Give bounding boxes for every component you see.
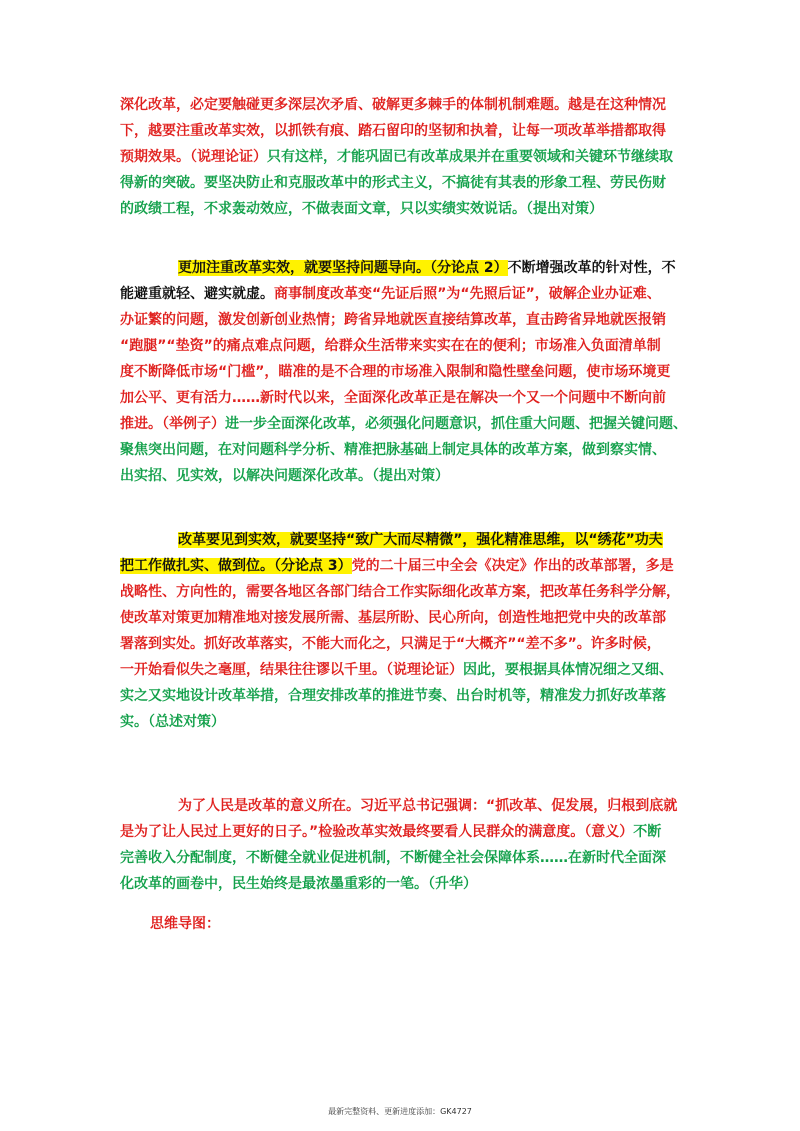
text-line: 加公平、更有活力……新时代以来，全面深化改革正是在解决一个又一个问题中不断向前 [120, 390, 666, 406]
text-run: 推进。（举例子） [120, 416, 225, 432]
text-line: 实。（总述对策） [120, 714, 225, 730]
text-line: 办证繁的问题，激发创新创业热情；跨省异地就医直接结算改革，直击跨省异地就医报销 [120, 312, 666, 328]
paragraph-2 [120, 255, 687, 489]
text-line: 的政绩工程，不求轰动效应，不做表面文章，只以实绩实效说话。（提出对策） [120, 201, 603, 217]
text-run: 因此，要根据具体情况细之又细、 [463, 662, 673, 678]
text-line: 实之又实地设计改革举措，合理安排改革的推进节奏、出台时机等，精准发力抓好改革落 [120, 688, 666, 704]
text-run: 不断增强改革的针对性，不 [507, 260, 676, 276]
text-line: 聚焦突出问题，在对问题科学分析、精准把脉基础上制定具体的改革方案，做到察实情、 [120, 442, 666, 458]
sub-thesis-highlight: 改革要见到实效，就要坚持“致广大而尽精微”，强化精准思维，以“绣花”功夫 [178, 532, 663, 548]
sub-thesis-highlight: 把工作做扎实、做到位。（分论点 3） [120, 558, 352, 574]
text-line: 化改革的画卷中，民生始终是最浓墨重彩的一笔。（升华） [120, 876, 477, 892]
text-line: 出实招、见实效，以解决问题深化改革。（提出对策） [120, 468, 449, 484]
text-run: 一开始看似失之毫厘，结果往往谬以千里。（说理论证） [120, 662, 463, 678]
text-run: 商事制度改革变“先证后照”为“先照后证”，破解企业办证难、 [274, 286, 661, 302]
page-footer: 最新完整资料、更新进度添加：GK4727 [328, 1107, 472, 1116]
mindmap-heading: 思维导图： [150, 916, 220, 932]
text-line: 为了人民是改革的意义所在。习近平总书记强调：“抓改革、促发展，归根到底就 [178, 798, 678, 814]
text-run: 预期效果。（说理论证） [120, 149, 267, 165]
text-run: 只有这样，才能巩固已有改革成果并在重要领域和关键环节继续取 [267, 149, 673, 165]
text-line: 署落到实处。抓好改革落实，不能大而化之，只满足于“大概齐”“差不多”。许多时候， [120, 636, 661, 652]
text-line: “跑腿”“垫资”的痛点难点问题，给群众生活带来实实在在的便利；市场准入负面清单制 [120, 338, 661, 354]
text-line: 下，越要注重改革实效，以抓铁有痕、踏石留印的坚韧和执着，让每一项改革举措都取得 [120, 123, 666, 139]
text-run: 进一步全面深化改革，必须强化问题意识，抓住重大问题、把握关键问题、 [225, 416, 687, 432]
paragraph-4 [120, 793, 682, 897]
text-line: 使改革对策更加精准地对接发展所需、基层所盼、民心所向，创造性地把党中央的改革部 [120, 610, 666, 626]
text-run: 不断 [633, 824, 662, 840]
text-run: 是为了让人民过上更好的日子。”检验改革实效最终要看人民群众的满意度。（意义） [120, 824, 634, 840]
text-line: 完善收入分配制度，不断健全就业促进机制，不断健全社会保障体系……在新时代全面深 [120, 850, 666, 866]
text-line: 深化改革，必定要触碰更多深层次矛盾、破解更多棘手的体制机制难题。越是在这种情况 [120, 97, 666, 113]
text-run: 党的二十届三中全会《决定》作出的改革部署，多是 [351, 558, 674, 574]
sub-thesis-highlight: 更加注重改革实效，就要坚持问题导向。（分论点 2） [178, 260, 508, 276]
text-line: 得新的突破。要坚决防止和克服改革中的形式主义，不搞徒有其表的形象工程、劳民伤财 [120, 175, 666, 191]
text-line: 度不断降低市场“门槛”，瞄准的是不合理的市场准入限制和隐性壁垒问题，使市场环境更 [120, 364, 671, 380]
text-line: 战略性、方向性的，需要各地区各部门结合工作实际细化改革方案，把改革任务科学分解， [120, 584, 680, 600]
paragraph-3 [120, 527, 682, 735]
paragraph-1 [120, 92, 682, 222]
text-run: 能避重就轻、避实就虚。 [120, 286, 274, 302]
